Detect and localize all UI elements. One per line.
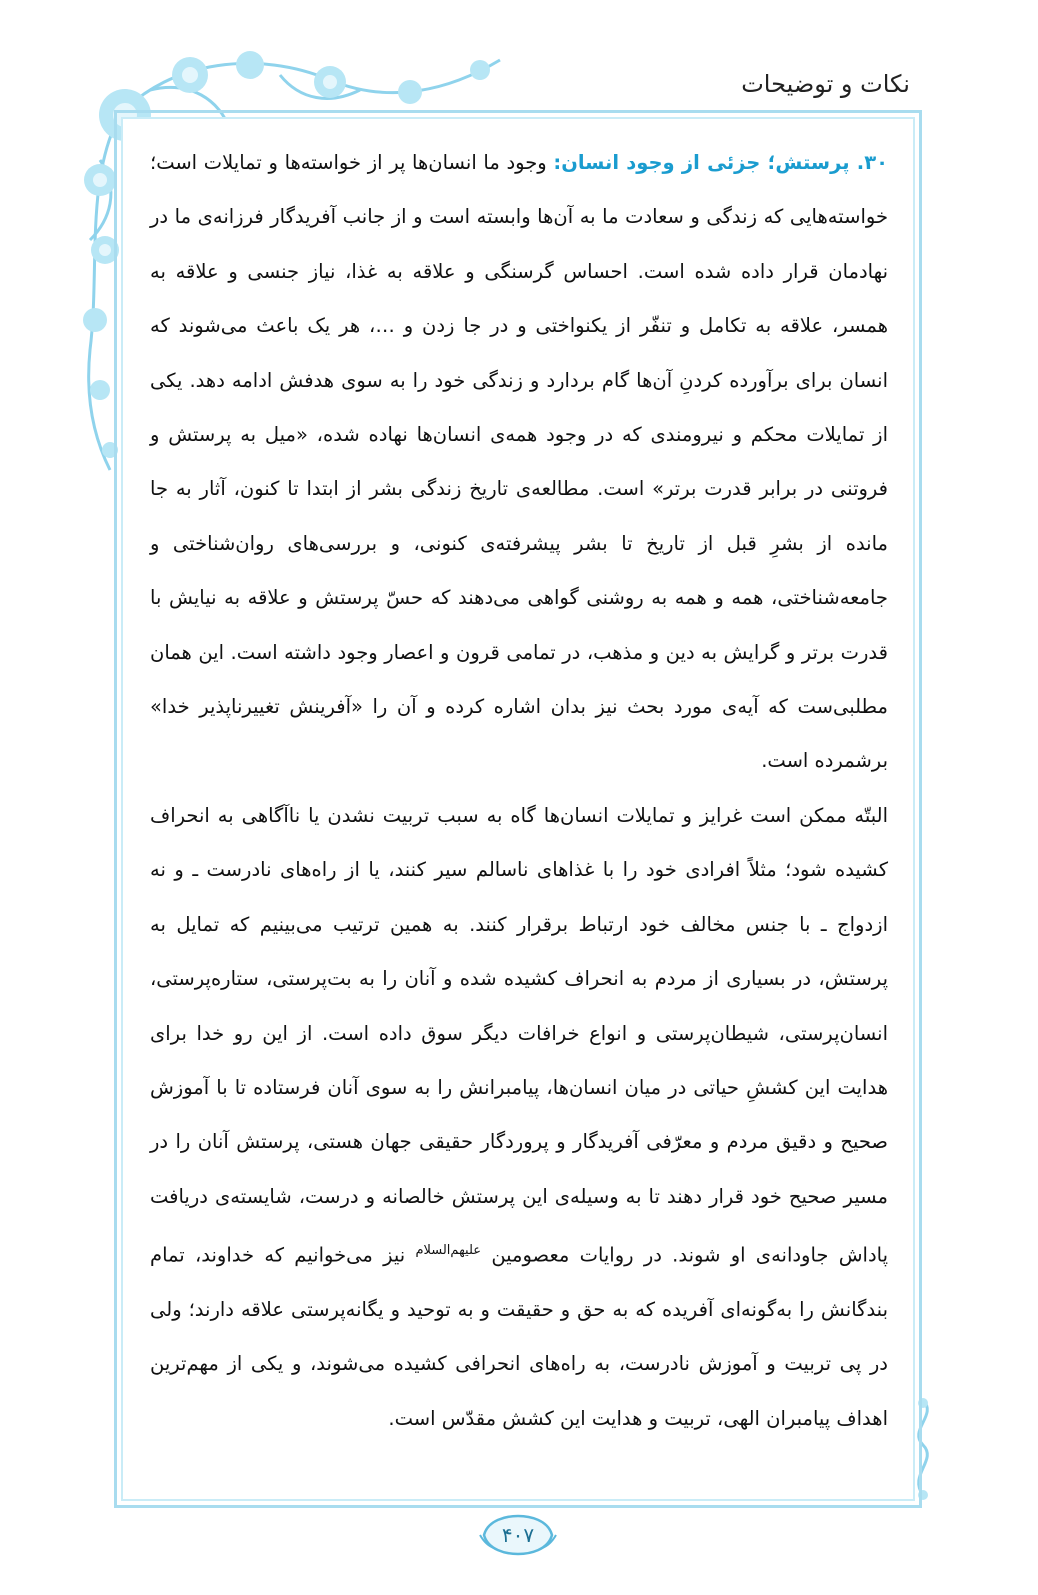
note-heading: ۳۰. پرستش؛ جزئی از وجود انسان:: [553, 151, 889, 174]
honorific-glyph: علیهم‌السلام: [415, 1243, 482, 1259]
page-number-badge: [478, 1512, 558, 1558]
paragraph: [150, 789, 888, 1446]
paragraph-text: البتّه ممکن است غرایز و تمایلات انسان‌ها گاه به سبب تربیت نشدن یا ناآگاهی به انحراف کشیده شود؛ مثلاً افرادی خود را با غذاهای ناسالم سیر کنند، یا از راه‌های نادرست ـ و نه ازدواج ـ با جنس مخالف خود ارتباط برقرار کنند. به همین ترتیب می‌بینیم که تمایل به پرستش، در بسیاری از مردم به انحراف کشیده شده و آنان را به بت‌پرستی، ستاره‌پرستی، انسان‌پرستی، شیطان‌پرستی و انواع خرافات دیگر سوق داده است. از این رو خدا برای هدایت این کششِ حیاتی در میان انسان‌ها، پیامبرانش را به سوی آنان فرستاده تا با آموزش صحیح و دقیق مردم و معرّفی آفریدگار و پروردگار حقیقی جهان هستی، پرستش آنان را در مسیر صحیح خود قرار دهند تا به وسیله‌ی این پرستش خالصانه و درست، شایسته‌ی دریافت پاداش جاودانه‌ی او شوند. در روایات معصومین: [150, 803, 888, 1267]
body-text: [150, 136, 888, 1446]
paragraph-text: نیز می‌خوانیم که خداوند، تمام بندگانش را به‌گونه‌ای آفریده که به حق و حقیقت و به توحید و یگانه‌پرستی علاقه دارند؛ ولی در پی تربیت و آموزش نادرست، به راه‌های انحرافی کشیده می‌شوند، و یکی از مهم‌ترین اهداف پیامبران الهی، تربیت و هدایت این کشش مقدّس است.: [150, 1243, 888, 1430]
paragraph-text: وجود ما انسان‌ها پر از خواسته‌ها و تمایلات است؛ خواسته‌هایی که زندگی و سعادت ما به آن‌ها وابسته است و از جانب آفریدگار فرزانه‌ی ما در نهادمان قرار داده شده است. احساس گرسنگی و علاقه به غذا، نیاز جنسی و علاقه به همسر، علاقه به تکامل و تنفّر از یکنواختی و در جا زدن و …، هر یک باعث می‌شوند که انسان برای برآورده کردنِ آن‌ها گام بردارد و زندگی خود را به سوی هدفش ادامه دهد. یکی از تمایلات محکم و نیرومندی که در وجود همه‌ی انسان‌ها نهاده شده، «میل به پرستش و فروتنی در برابر قدرت برتر» است. مطالعه‌ی تاریخ زندگی بشر از ابتدا تا کنون، آثار به جا مانده از بشرِ قبل از تاریخ تا بشر پیشرفته‌ی کنونی، و بررسی‌های روان‌شناختی و جامعه‌شناختی، همه و همه به روشنی گواهی می‌دهند که حسّ پرستش و علاقه به نیایش با قدرت برتر و گرایش به دین و مذهب، در تمامی قرون و اعصار وجود داشته است. این همان مطلبی‌ست که آیه‌ی مورد بحث نیز بدان اشاره کرده و آن را «آفرینش تغییرناپذیر خدا» برشمرده است.: [150, 151, 888, 773]
paragraph: [150, 136, 888, 789]
page-number: ۴۰۷: [501, 1523, 535, 1547]
section-title: نکات و توضیحات: [741, 70, 910, 98]
